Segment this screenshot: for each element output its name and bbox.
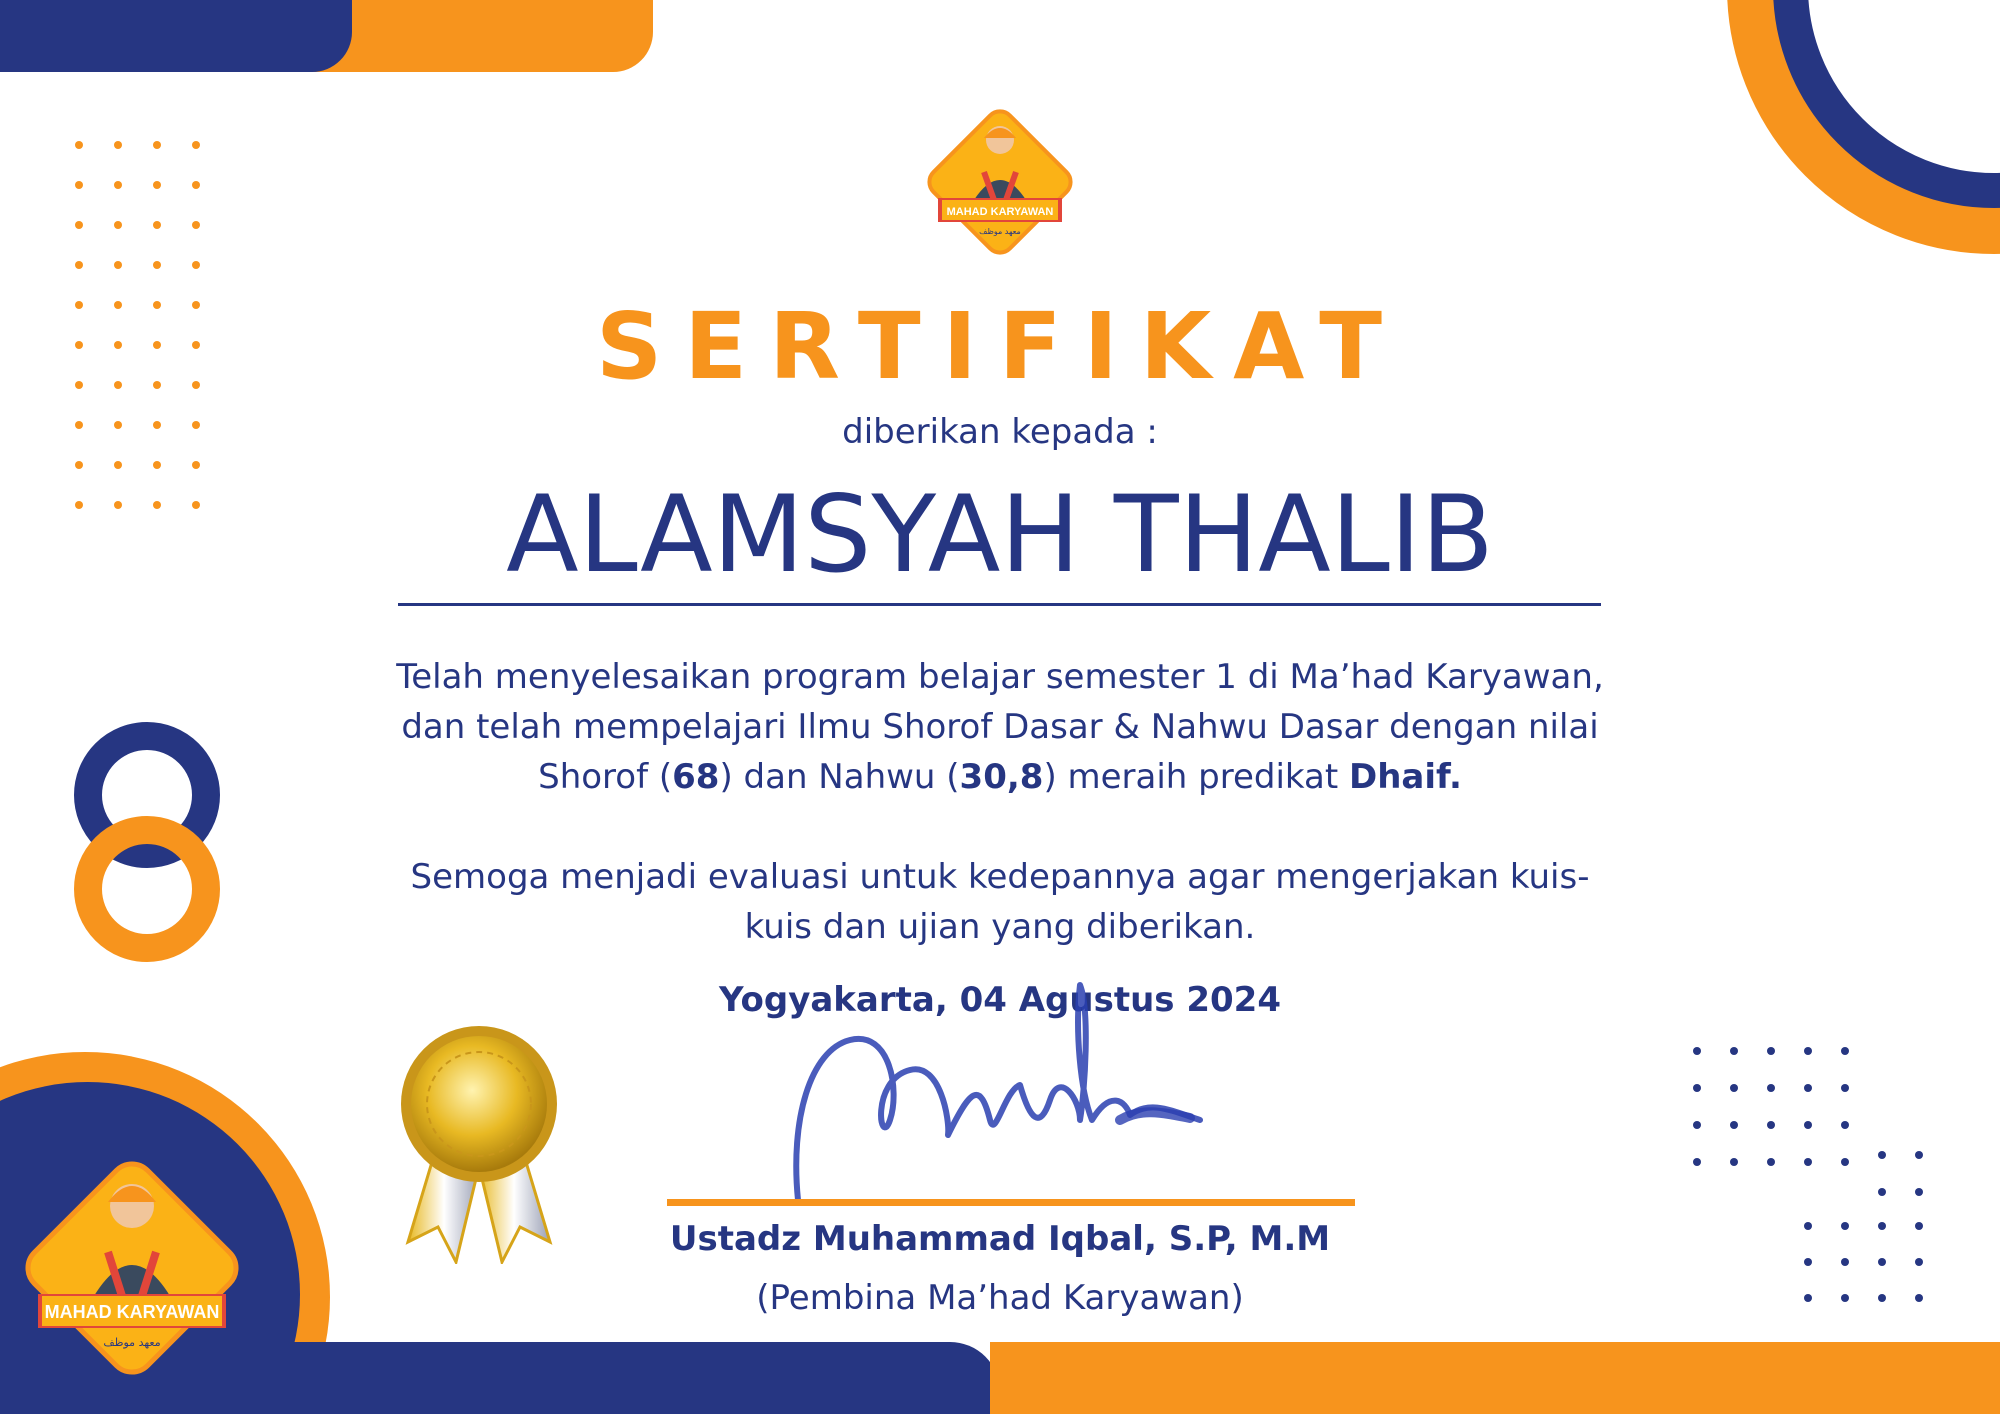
score-shorof: 68 <box>672 757 720 797</box>
completion-statement <box>300 652 1700 802</box>
decorative-dot <box>114 181 122 189</box>
decorative-dot <box>1730 1121 1738 1129</box>
decorative-dot <box>75 141 83 149</box>
decorative-dot <box>1841 1294 1849 1302</box>
signature-line <box>667 1199 1355 1206</box>
decorative-dot <box>75 501 83 509</box>
place-date: Yogyakarta, 04 Agustus 2024 <box>719 980 1281 1020</box>
decorative-dot <box>1841 1084 1849 1092</box>
decorative-dot <box>1693 1158 1701 1166</box>
svg-text:MAHAD KARYAWAN: MAHAD KARYAWAN <box>44 1302 220 1322</box>
signature-icon <box>780 970 1240 1210</box>
bottom-orange-band <box>990 1342 2000 1414</box>
decorative-dot <box>114 341 122 349</box>
decorative-dot <box>153 461 161 469</box>
statement-line-1: Telah menyelesaikan program belajar semester 1 di Ma’had Karyawan, <box>396 657 1604 697</box>
signer-role: (Pembina Ma’had Karyawan) <box>756 1278 1244 1318</box>
decorative-dot <box>75 381 83 389</box>
decorative-dot <box>1804 1158 1812 1166</box>
score-nahwu: 30,8 <box>959 757 1044 797</box>
decorative-dot <box>1693 1121 1701 1129</box>
decorative-dot <box>192 261 200 269</box>
decorative-dot <box>1804 1084 1812 1092</box>
decorative-dot <box>192 501 200 509</box>
decorative-dot <box>75 461 83 469</box>
decorative-dot <box>75 261 83 269</box>
decorative-dot <box>75 421 83 429</box>
svg-text:MAHAD KARYAWAN: MAHAD KARYAWAN <box>946 206 1054 218</box>
decorative-dot <box>1841 1158 1849 1166</box>
decorative-dot <box>1841 1222 1849 1230</box>
recipient-name: ALAMSYAH THALIB <box>506 473 1494 596</box>
decorative-dot <box>1804 1047 1812 1055</box>
decorative-dot <box>192 421 200 429</box>
decorative-dot <box>192 461 200 469</box>
name-underline <box>398 603 1601 606</box>
top-left-navy-band <box>0 0 352 72</box>
decorative-dot <box>75 341 83 349</box>
decorative-dot <box>114 141 122 149</box>
decorative-dot <box>153 221 161 229</box>
decorative-dot <box>192 301 200 309</box>
decorative-dot <box>1915 1151 1923 1159</box>
decorative-dot <box>1878 1222 1886 1230</box>
decorative-dot <box>1804 1121 1812 1129</box>
mahad-karyawan-logo-icon-large <box>10 1146 254 1392</box>
decorative-dot <box>1767 1047 1775 1055</box>
statement-line-3: Shorof (68) dan Nahwu (30,8) meraih predikat Dhaif. <box>538 757 1462 797</box>
decorative-dot <box>1693 1084 1701 1092</box>
encouragement-line-1: Semoga menjadi evaluasi untuk kedepannya agar mengerjakan kuis- <box>410 857 1590 897</box>
encouragement-statement <box>300 852 1700 952</box>
predicate: Dhaif. <box>1349 757 1462 797</box>
decorative-dot <box>75 181 83 189</box>
mahad-karyawan-logo-icon <box>918 100 1082 266</box>
decorative-dot <box>153 421 161 429</box>
left-orange-ring <box>74 816 220 962</box>
decorative-dot <box>114 301 122 309</box>
decorative-dot <box>153 501 161 509</box>
svg-text:معهد موظف: معهد موظف <box>979 227 1021 236</box>
decorative-dot <box>114 501 122 509</box>
decorative-dot <box>1878 1294 1886 1302</box>
decorative-dot <box>1915 1188 1923 1196</box>
decorative-dot <box>153 181 161 189</box>
decorative-dot <box>1878 1151 1886 1159</box>
certificate-title: SERTIFIKAT <box>596 293 1404 400</box>
decorative-dot <box>1804 1258 1812 1266</box>
decorative-dot <box>114 461 122 469</box>
decorative-dot <box>1730 1158 1738 1166</box>
signer-name: Ustadz Muhammad Iqbal, S.P, M.M <box>669 1219 1331 1259</box>
decorative-dot <box>1841 1047 1849 1055</box>
svg-text:معهد موظف: معهد موظف <box>103 1336 161 1349</box>
decorative-dot <box>192 381 200 389</box>
decorative-dot <box>114 381 122 389</box>
decorative-dot <box>1915 1222 1923 1230</box>
decorative-dot <box>1730 1047 1738 1055</box>
decorative-dot <box>1767 1158 1775 1166</box>
decorative-dot <box>192 341 200 349</box>
decorative-dot <box>1878 1258 1886 1266</box>
decorative-dot <box>114 421 122 429</box>
decorative-dot <box>1693 1047 1701 1055</box>
decorative-dot <box>192 181 200 189</box>
decorative-dot <box>75 301 83 309</box>
decorative-dot <box>114 261 122 269</box>
decorative-dot <box>1804 1222 1812 1230</box>
decorative-dot <box>75 221 83 229</box>
decorative-dot <box>1804 1294 1812 1302</box>
statement-line-2: dan telah mempelajari Ilmu Shorof Dasar & Nahwu Dasar dengan nilai <box>401 707 1599 747</box>
decorative-dot <box>153 381 161 389</box>
decorative-dot <box>114 221 122 229</box>
decorative-dot <box>1915 1258 1923 1266</box>
decorative-dot <box>1878 1188 1886 1196</box>
decorative-dot <box>192 221 200 229</box>
decorative-dot <box>1730 1084 1738 1092</box>
decorative-dot <box>153 301 161 309</box>
given-to-label: diberikan kepada : <box>842 412 1158 452</box>
decorative-dot <box>153 341 161 349</box>
decorative-dot <box>1915 1294 1923 1302</box>
decorative-dot <box>153 261 161 269</box>
decorative-dot <box>1841 1121 1849 1129</box>
decorative-dot <box>153 141 161 149</box>
decorative-dot <box>1767 1084 1775 1092</box>
decorative-dot <box>192 141 200 149</box>
encouragement-line-2: kuis dan ujian yang diberikan. <box>744 907 1256 947</box>
decorative-dot <box>1841 1258 1849 1266</box>
decorative-dot <box>1767 1121 1775 1129</box>
